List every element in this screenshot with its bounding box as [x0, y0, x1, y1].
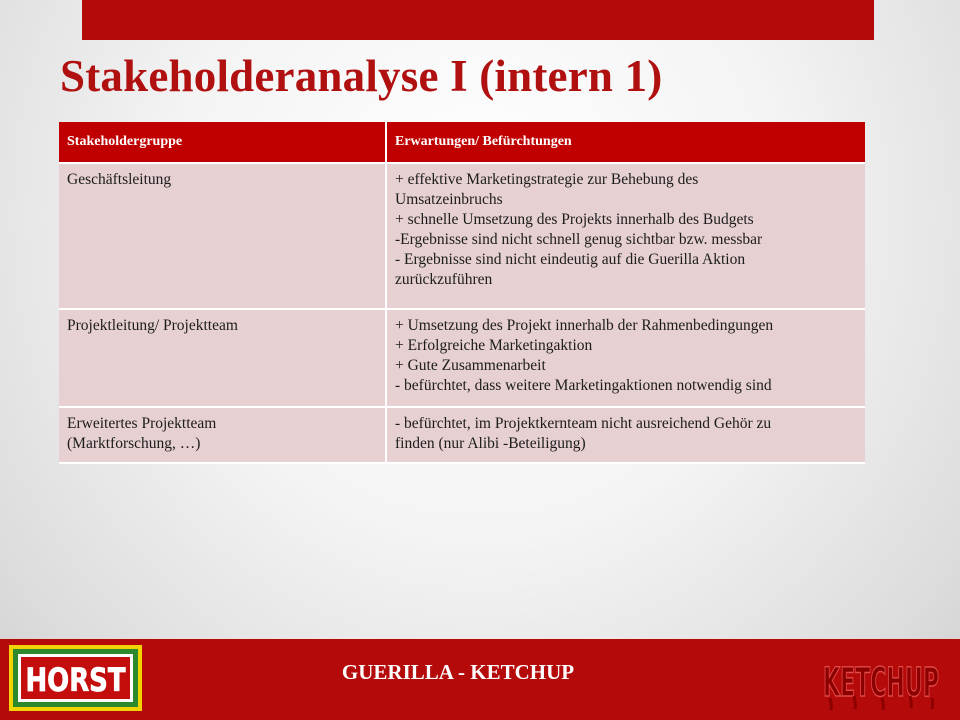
group-text: Projektleitung/ Projektteam	[67, 317, 238, 334]
top-accent-bar	[82, 0, 874, 40]
horst-logo	[9, 645, 142, 711]
expectations-cell	[386, 309, 865, 407]
slide-title: Stakeholderanalyse I (intern 1)	[60, 51, 663, 101]
group-text: (Marktforschung, …)	[67, 435, 201, 452]
horst-logo-text: HORST	[25, 661, 126, 699]
expectation-line: + Erfolgreiche Marketingaktion	[395, 337, 593, 354]
expectation-line: + Gute Zusammenarbeit	[395, 357, 546, 374]
expectation-line: - befürchtet, dass weitere Marketingaktionen notwendig sind	[395, 377, 772, 394]
expectations-cell	[386, 407, 865, 463]
expectation-line: zurückzuführen	[395, 271, 493, 288]
expectation-line: - Ergebnisse sind nicht eindeutig auf die Guerilla Aktion	[395, 251, 746, 268]
header-stakeholdergruppe: Stakeholdergruppe	[59, 122, 386, 163]
expectation-line: Umsatzeinbruchs	[395, 191, 503, 208]
group-cell	[59, 309, 386, 407]
stakeholder-table	[59, 122, 865, 464]
expectation-line: -Ergebnisse sind nicht schnell genug sichtbar bzw. messbar	[395, 231, 763, 248]
expectations-cell	[386, 163, 865, 309]
table-row	[59, 309, 865, 407]
ketchup-logo-text: KETCHUP	[823, 660, 939, 706]
footer-text: GUERILLA - KETCHUP	[341, 660, 575, 684]
table-header-row	[59, 122, 865, 163]
group-text: Erweitertes Projektteam	[67, 415, 217, 432]
table-row	[59, 163, 865, 309]
expectation-line: + Umsetzung des Projekt innerhalb der Rahmenbedingungen	[395, 317, 774, 334]
ketchup-logo	[820, 646, 942, 710]
table-row	[59, 407, 865, 463]
group-cell	[59, 407, 386, 463]
expectation-line: + effektive Marketingstrategie zur Behebung des	[395, 171, 699, 188]
group-text: Geschäftsleitung	[67, 171, 172, 188]
group-cell	[59, 163, 386, 309]
expectation-line: - befürchtet, im Projektkernteam nicht ausreichend Gehör zu	[395, 415, 772, 432]
expectation-line: + schnelle Umsetzung des Projekts innerhalb des Budgets	[395, 211, 754, 228]
header-erwartungen: Erwartungen/ Befürchtungen	[386, 122, 865, 163]
expectation-line: finden (nur Alibi -Beteiligung)	[395, 435, 586, 452]
